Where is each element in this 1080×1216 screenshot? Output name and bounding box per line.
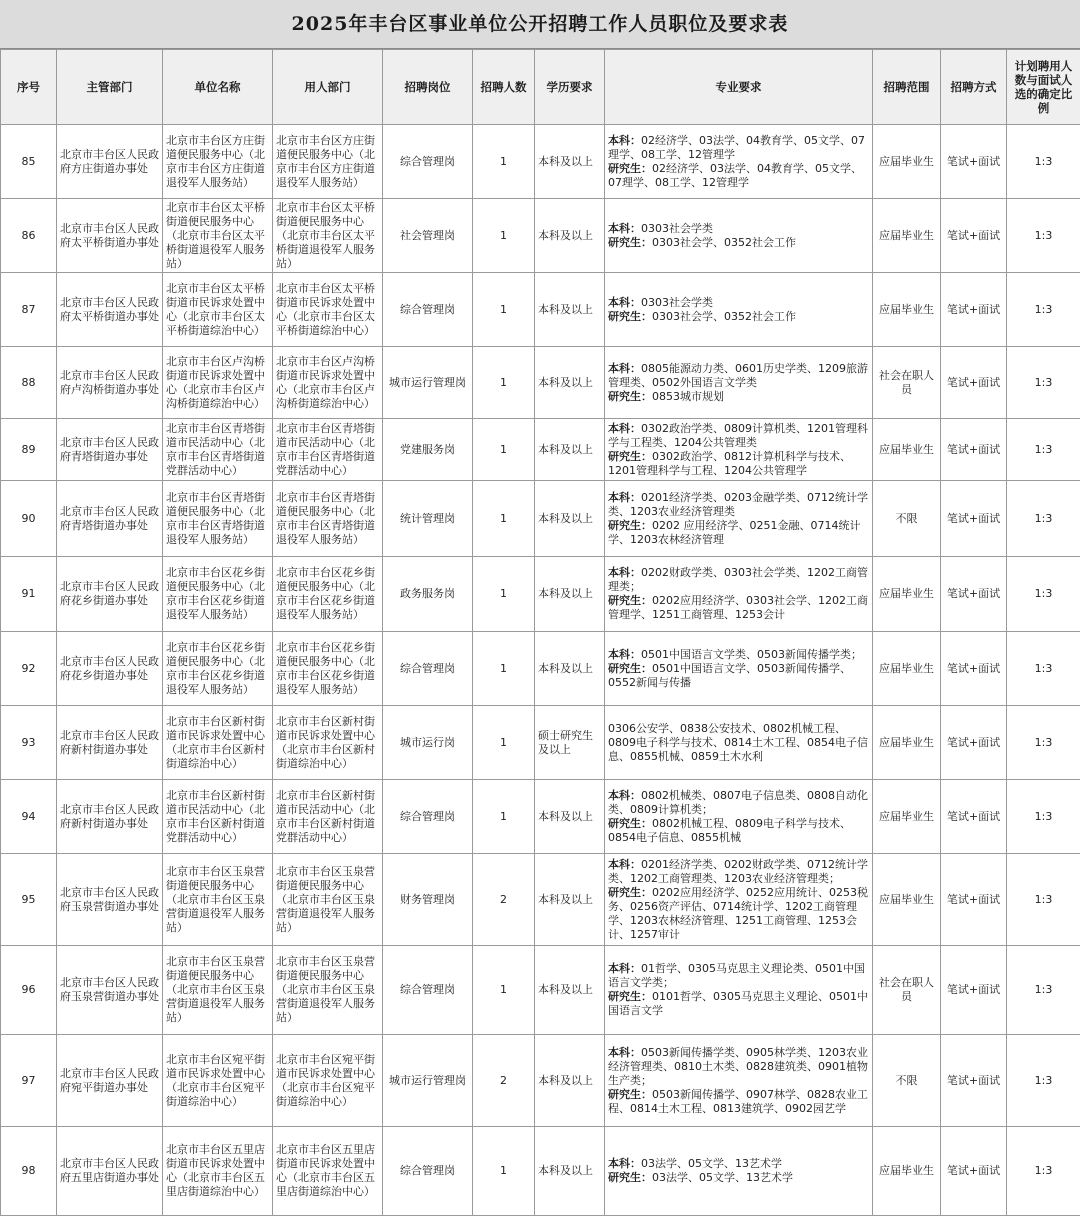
cell-req xyxy=(605,125,873,199)
cell-ratio: 1:3 xyxy=(1007,1127,1080,1216)
requirement-label: 本科： xyxy=(608,566,641,579)
cell-ratio: 1:3 xyxy=(1007,706,1080,780)
cell-post: 综合管理岗 xyxy=(383,125,473,199)
cell-method: 笔试+面试 xyxy=(941,854,1007,946)
cell-no: 94 xyxy=(1,780,57,854)
requirement-line xyxy=(608,162,869,190)
cell-edu: 本科及以上 xyxy=(535,347,605,419)
header-edu: 学历要求 xyxy=(535,50,605,125)
cell-no: 88 xyxy=(1,347,57,419)
cell-scope: 应届毕业生 xyxy=(873,557,941,632)
requirement-label: 研究生： xyxy=(608,817,652,830)
cell-method: 笔试+面试 xyxy=(941,273,1007,347)
cell-user-dept: 北京市丰台区青塔街道便民服务中心（北京市丰台区青塔街道退役军人服务站） xyxy=(273,481,383,557)
cell-no: 91 xyxy=(1,557,57,632)
requirement-text: 0201经济学类、0203金融学类、0712统计学类、1203农业经济管理类 xyxy=(608,491,868,518)
cell-scope: 应届毕业生 xyxy=(873,273,941,347)
cell-ratio: 1:3 xyxy=(1007,557,1080,632)
requirement-label: 研究生： xyxy=(608,519,652,532)
cell-edu: 本科及以上 xyxy=(535,199,605,273)
table-row xyxy=(1,481,1080,557)
requirement-label: 本科： xyxy=(608,491,641,504)
requirement-line xyxy=(608,390,869,404)
cell-dept: 北京市丰台区人民政府太平桥街道办事处 xyxy=(57,273,163,347)
cell-ratio: 1:3 xyxy=(1007,273,1080,347)
cell-scope: 不限 xyxy=(873,1035,941,1127)
cell-scope: 不限 xyxy=(873,481,941,557)
cell-scope: 社会在职人员 xyxy=(873,946,941,1035)
cell-req xyxy=(605,419,873,481)
cell-method: 笔试+面试 xyxy=(941,557,1007,632)
cell-scope: 应届毕业生 xyxy=(873,632,941,706)
cell-req xyxy=(605,481,873,557)
cell-no: 87 xyxy=(1,273,57,347)
cell-req xyxy=(605,854,873,946)
cell-req xyxy=(605,557,873,632)
cell-method: 笔试+面试 xyxy=(941,1127,1007,1216)
requirement-line xyxy=(608,362,869,390)
requirement-text: 0202应用经济学、0303社会学、1202工商管理学、1251工商管理、1253会计 xyxy=(608,594,868,621)
cell-ratio: 1:3 xyxy=(1007,125,1080,199)
requirement-text: 0302政治学类、0809计算机类、1201管理科学与工程类、1204公共管理类 xyxy=(608,422,868,449)
cell-edu: 本科及以上 xyxy=(535,854,605,946)
cell-no: 90 xyxy=(1,481,57,557)
cell-count: 1 xyxy=(473,946,535,1035)
cell-method: 笔试+面试 xyxy=(941,347,1007,419)
cell-edu: 硕士研究生及以上 xyxy=(535,706,605,780)
cell-unit: 北京市丰台区花乡街道便民服务中心（北京市丰台区花乡街道退役军人服务站） xyxy=(163,557,273,632)
header-count: 招聘人数 xyxy=(473,50,535,125)
requirement-line xyxy=(608,1157,869,1171)
requirement-line xyxy=(608,886,869,942)
requirement-text: 0853城市规划 xyxy=(652,390,724,403)
cell-scope: 应届毕业生 xyxy=(873,854,941,946)
cell-dept: 北京市丰台区人民政府玉泉营街道办事处 xyxy=(57,946,163,1035)
cell-no: 92 xyxy=(1,632,57,706)
requirement-line xyxy=(608,296,869,310)
cell-unit: 北京市丰台区玉泉营街道便民服务中心（北京市丰台区玉泉营街道退役军人服务站） xyxy=(163,854,273,946)
cell-edu: 本科及以上 xyxy=(535,1035,605,1127)
cell-user-dept: 北京市丰台区卢沟桥街道市民诉求处置中心（北京市丰台区卢沟桥街道综治中心） xyxy=(273,347,383,419)
cell-unit: 北京市丰台区太平桥街道市民诉求处置中心（北京市丰台区太平桥街道综治中心） xyxy=(163,273,273,347)
cell-req xyxy=(605,780,873,854)
cell-user-dept: 北京市丰台区花乡街道便民服务中心（北京市丰台区花乡街道退役军人服务站） xyxy=(273,557,383,632)
cell-dept: 北京市丰台区人民政府新村街道办事处 xyxy=(57,706,163,780)
requirement-text: 0503新闻传播学、0907林学、0828农业工程、0814土木工程、0813建筑学、0902园艺学 xyxy=(608,1088,868,1115)
cell-count: 1 xyxy=(473,706,535,780)
requirement-label: 本科： xyxy=(608,422,641,435)
cell-unit: 北京市丰台区青塔街道市民活动中心（北京市丰台区青塔街道党群活动中心） xyxy=(163,419,273,481)
cell-method: 笔试+面试 xyxy=(941,946,1007,1035)
cell-no: 95 xyxy=(1,854,57,946)
header-no: 序号 xyxy=(1,50,57,125)
cell-req xyxy=(605,199,873,273)
cell-scope: 应届毕业生 xyxy=(873,780,941,854)
cell-unit: 北京市丰台区方庄街道便民服务中心（北京市丰台区方庄街道退役军人服务站） xyxy=(163,125,273,199)
header-method: 招聘方式 xyxy=(941,50,1007,125)
cell-scope: 应届毕业生 xyxy=(873,125,941,199)
cell-method: 笔试+面试 xyxy=(941,419,1007,481)
cell-count: 1 xyxy=(473,125,535,199)
cell-req xyxy=(605,706,873,780)
cell-count: 2 xyxy=(473,854,535,946)
requirement-text: 02经济学、03法学、04教育学、05文学、07理学、08工学、12管理学 xyxy=(608,162,862,189)
requirement-line xyxy=(608,134,869,162)
cell-dept: 北京市丰台区人民政府宛平街道办事处 xyxy=(57,1035,163,1127)
cell-post: 综合管理岗 xyxy=(383,273,473,347)
cell-dept: 北京市丰台区人民政府青塔街道办事处 xyxy=(57,481,163,557)
cell-req xyxy=(605,632,873,706)
table-row xyxy=(1,419,1080,481)
requirement-text: 0303社会学类 xyxy=(641,222,713,235)
cell-edu: 本科及以上 xyxy=(535,481,605,557)
requirement-text: 0303社会学类 xyxy=(641,296,713,309)
cell-post: 社会管理岗 xyxy=(383,199,473,273)
table-row xyxy=(1,632,1080,706)
cell-dept: 北京市丰台区人民政府玉泉营街道办事处 xyxy=(57,854,163,946)
cell-edu: 本科及以上 xyxy=(535,125,605,199)
requirement-line xyxy=(608,422,869,450)
cell-req xyxy=(605,1127,873,1216)
cell-post: 政务服务岗 xyxy=(383,557,473,632)
requirement-line xyxy=(608,1046,869,1088)
table-row xyxy=(1,946,1080,1035)
requirement-line xyxy=(608,789,869,817)
requirement-label: 研究生： xyxy=(608,886,652,899)
requirement-line xyxy=(608,450,869,478)
cell-dept: 北京市丰台区人民政府花乡街道办事处 xyxy=(57,557,163,632)
table-row xyxy=(1,1035,1080,1127)
cell-edu: 本科及以上 xyxy=(535,632,605,706)
table-row xyxy=(1,347,1080,419)
header-user-dept: 用人部门 xyxy=(273,50,383,125)
table-row xyxy=(1,780,1080,854)
cell-count: 1 xyxy=(473,557,535,632)
requirement-text: 0302政治学、0812计算机科学与技术、1201管理科学与工程、1204公共管理学 xyxy=(608,450,851,477)
cell-unit: 北京市丰台区宛平街道市民诉求处置中心（北京市丰台区宛平街道综治中心） xyxy=(163,1035,273,1127)
cell-edu: 本科及以上 xyxy=(535,780,605,854)
cell-user-dept: 北京市丰台区宛平街道市民诉求处置中心（北京市丰台区宛平街道综治中心） xyxy=(273,1035,383,1127)
header-dept: 主管部门 xyxy=(57,50,163,125)
cell-method: 笔试+面试 xyxy=(941,1035,1007,1127)
cell-dept: 北京市丰台区人民政府花乡街道办事处 xyxy=(57,632,163,706)
requirement-line xyxy=(608,817,869,845)
requirement-line xyxy=(608,594,869,622)
table-row xyxy=(1,706,1080,780)
requirement-text: 0202应用经济学、0252应用统计、0253税务、0256资产评估、0714统计学、1202工商管理学、1203农林经济管理、1251工商管理、1253会计、1257审计 xyxy=(608,886,868,941)
cell-user-dept: 北京市丰台区太平桥街道市民诉求处置中心（北京市丰台区太平桥街道综治中心） xyxy=(273,273,383,347)
cell-method: 笔试+面试 xyxy=(941,632,1007,706)
cell-count: 1 xyxy=(473,347,535,419)
cell-user-dept: 北京市丰台区玉泉营街道便民服务中心（北京市丰台区玉泉营街道退役军人服务站） xyxy=(273,854,383,946)
requirement-text: 0306公安学、0838公安技术、0802机械工程、0809电子科学与技术、0814土木工程、0854电子信息、0855机械、0859土木水利 xyxy=(608,722,868,763)
requirement-label: 本科： xyxy=(608,222,641,235)
cell-unit: 北京市丰台区青塔街道便民服务中心（北京市丰台区青塔街道退役军人服务站） xyxy=(163,481,273,557)
requirement-text: 01哲学、0305马克思主义理论类、0501中国语言文学类； xyxy=(608,962,865,989)
cell-count: 1 xyxy=(473,481,535,557)
requirement-text: 03法学、05文学、13艺术学 xyxy=(641,1157,782,1170)
cell-post: 城市运行管理岗 xyxy=(383,347,473,419)
cell-ratio: 1:3 xyxy=(1007,347,1080,419)
requirement-line xyxy=(608,236,869,250)
cell-no: 97 xyxy=(1,1035,57,1127)
header-req: 专业要求 xyxy=(605,50,873,125)
requirement-text: 0202财政学类、0303社会学类、1202工商管理类； xyxy=(608,566,868,593)
cell-count: 1 xyxy=(473,199,535,273)
requirement-text: 0303社会学、0352社会工作 xyxy=(652,310,796,323)
cell-user-dept: 北京市丰台区新村街道市民诉求处置中心（北京市丰台区新村街道综治中心） xyxy=(273,706,383,780)
cell-post: 城市运行岗 xyxy=(383,706,473,780)
requirement-label: 研究生： xyxy=(608,662,652,675)
requirement-line xyxy=(608,1088,869,1116)
requirement-label: 本科： xyxy=(608,1046,641,1059)
requirement-label: 研究生： xyxy=(608,310,652,323)
cell-edu: 本科及以上 xyxy=(535,273,605,347)
cell-scope: 应届毕业生 xyxy=(873,1127,941,1216)
header-unit: 单位名称 xyxy=(163,50,273,125)
requirement-label: 本科： xyxy=(608,296,641,309)
requirement-label: 研究生： xyxy=(608,990,652,1003)
cell-edu: 本科及以上 xyxy=(535,946,605,1035)
requirement-text: 02经济学、03法学、04教育学、05文学、07理学、08工学、12管理学 xyxy=(608,134,865,161)
cell-unit: 北京市丰台区新村街道市民诉求处置中心（北京市丰台区新村街道综治中心） xyxy=(163,706,273,780)
cell-post: 综合管理岗 xyxy=(383,1127,473,1216)
cell-unit: 北京市丰台区五里店街道市民诉求处置中心（北京市丰台区五里店街道综治中心） xyxy=(163,1127,273,1216)
cell-scope: 社会在职人员 xyxy=(873,347,941,419)
cell-count: 1 xyxy=(473,273,535,347)
header-scope: 招聘范围 xyxy=(873,50,941,125)
cell-ratio: 1:3 xyxy=(1007,780,1080,854)
cell-ratio: 1:3 xyxy=(1007,632,1080,706)
cell-method: 笔试+面试 xyxy=(941,125,1007,199)
cell-req xyxy=(605,946,873,1035)
cell-count: 1 xyxy=(473,780,535,854)
cell-dept: 北京市丰台区人民政府新村街道办事处 xyxy=(57,780,163,854)
page-title: 2025年丰台区事业单位公开招聘工作人员职位及要求表 xyxy=(0,0,1080,49)
cell-user-dept: 北京市丰台区花乡街道便民服务中心（北京市丰台区花乡街道退役军人服务站） xyxy=(273,632,383,706)
cell-unit: 北京市丰台区玉泉营街道便民服务中心（北京市丰台区玉泉营街道退役军人服务站） xyxy=(163,946,273,1035)
cell-dept: 北京市丰台区人民政府青塔街道办事处 xyxy=(57,419,163,481)
cell-user-dept: 北京市丰台区新村街道市民活动中心（北京市丰台区新村街道党群活动中心） xyxy=(273,780,383,854)
requirement-text: 0503新闻传播学类、0905林学类、1203农业经济管理类、0810土木类、0828建筑类、0901植物生产类； xyxy=(608,1046,868,1087)
cell-no: 93 xyxy=(1,706,57,780)
requirement-label: 本科： xyxy=(608,134,641,147)
cell-count: 1 xyxy=(473,419,535,481)
requirement-label: 本科： xyxy=(608,789,641,802)
cell-edu: 本科及以上 xyxy=(535,1127,605,1216)
table-row xyxy=(1,557,1080,632)
requirement-label: 本科： xyxy=(608,1157,641,1170)
cell-scope: 应届毕业生 xyxy=(873,199,941,273)
cell-post: 统计管理岗 xyxy=(383,481,473,557)
requirement-label: 研究生： xyxy=(608,162,652,175)
cell-scope: 应届毕业生 xyxy=(873,706,941,780)
requirement-text: 0802机械类、0807电子信息类、0808自动化类、0809计算机类； xyxy=(608,789,868,816)
requirement-line xyxy=(608,491,869,519)
cell-count: 1 xyxy=(473,1127,535,1216)
requirement-text: 0501中国语言文学、0503新闻传播学、0552新闻与传播 xyxy=(608,662,851,689)
cell-unit: 北京市丰台区卢沟桥街道市民诉求处置中心（北京市丰台区卢沟桥街道综治中心） xyxy=(163,347,273,419)
header-post: 招聘岗位 xyxy=(383,50,473,125)
requirement-line xyxy=(608,858,869,886)
table-row xyxy=(1,1127,1080,1216)
cell-scope: 应届毕业生 xyxy=(873,419,941,481)
cell-dept: 北京市丰台区人民政府五里店街道办事处 xyxy=(57,1127,163,1216)
cell-count: 1 xyxy=(473,632,535,706)
header-ratio: 计划聘用人数与面试人选的确定比例 xyxy=(1007,50,1080,125)
cell-dept: 北京市丰台区人民政府方庄街道办事处 xyxy=(57,125,163,199)
cell-req xyxy=(605,1035,873,1127)
table-header-row xyxy=(1,50,1080,125)
cell-ratio: 1:3 xyxy=(1007,1035,1080,1127)
cell-dept: 北京市丰台区人民政府卢沟桥街道办事处 xyxy=(57,347,163,419)
cell-post: 综合管理岗 xyxy=(383,946,473,1035)
cell-method: 笔试+面试 xyxy=(941,481,1007,557)
cell-req xyxy=(605,273,873,347)
cell-no: 85 xyxy=(1,125,57,199)
requirement-text: 0202 应用经济学、0251金融、0714统计学、1203农林经济管理 xyxy=(608,519,860,546)
requirement-text: 0101哲学、0305马克思主义理论、0501中国语言文学 xyxy=(608,990,868,1017)
requirement-line xyxy=(608,519,869,547)
cell-ratio: 1:3 xyxy=(1007,419,1080,481)
requirement-line xyxy=(608,310,869,324)
cell-post: 财务管理岗 xyxy=(383,854,473,946)
requirement-label: 研究生： xyxy=(608,594,652,607)
cell-no: 86 xyxy=(1,199,57,273)
cell-no: 89 xyxy=(1,419,57,481)
cell-ratio: 1:3 xyxy=(1007,481,1080,557)
cell-no: 96 xyxy=(1,946,57,1035)
requirement-label: 研究生： xyxy=(608,450,652,463)
cell-no: 98 xyxy=(1,1127,57,1216)
cell-ratio: 1:3 xyxy=(1007,854,1080,946)
requirement-label: 研究生： xyxy=(608,1088,652,1101)
cell-post: 综合管理岗 xyxy=(383,780,473,854)
table-body xyxy=(1,125,1080,1216)
requirement-line xyxy=(608,722,869,764)
cell-edu: 本科及以上 xyxy=(535,419,605,481)
cell-post: 城市运行管理岗 xyxy=(383,1035,473,1127)
requirement-line xyxy=(608,222,869,236)
table-row xyxy=(1,125,1080,199)
cell-ratio: 1:3 xyxy=(1007,199,1080,273)
requirement-label: 本科： xyxy=(608,962,641,975)
cell-user-dept: 北京市丰台区青塔街道市民活动中心（北京市丰台区青塔街道党群活动中心） xyxy=(273,419,383,481)
cell-post: 综合管理岗 xyxy=(383,632,473,706)
requirement-line xyxy=(608,662,869,690)
cell-user-dept: 北京市丰台区方庄街道便民服务中心（北京市丰台区方庄街道退役军人服务站） xyxy=(273,125,383,199)
table-row xyxy=(1,199,1080,273)
requirement-label: 本科： xyxy=(608,858,641,871)
requirement-label: 研究生： xyxy=(608,1171,652,1184)
requirement-text: 0303社会学、0352社会工作 xyxy=(652,236,796,249)
requirement-text: 0805能源动力类、0601历史学类、1209旅游管理类、0502外国语言文学类 xyxy=(608,362,868,389)
requirement-label: 研究生： xyxy=(608,236,652,249)
requirement-label: 本科： xyxy=(608,362,641,375)
requirement-text: 0201经济学类、0202财政学类、0712统计学类、1202工商管理类、1203农业经济管理类； xyxy=(608,858,868,885)
cell-unit: 北京市丰台区新村街道市民活动中心（北京市丰台区新村街道党群活动中心） xyxy=(163,780,273,854)
cell-edu: 本科及以上 xyxy=(535,557,605,632)
cell-req xyxy=(605,347,873,419)
cell-method: 笔试+面试 xyxy=(941,706,1007,780)
requirement-line xyxy=(608,1171,869,1185)
requirement-line xyxy=(608,990,869,1018)
requirement-line xyxy=(608,566,869,594)
requirement-text: 03法学、05文学、13艺术学 xyxy=(652,1171,793,1184)
cell-unit: 北京市丰台区太平桥街道便民服务中心（北京市丰台区太平桥街道退役军人服务站） xyxy=(163,199,273,273)
requirement-line xyxy=(608,648,869,662)
recruitment-table xyxy=(0,49,1080,1216)
cell-count: 2 xyxy=(473,1035,535,1127)
cell-user-dept: 北京市丰台区太平桥街道便民服务中心（北京市丰台区太平桥街道退役军人服务站） xyxy=(273,199,383,273)
table-row xyxy=(1,854,1080,946)
cell-post: 党建服务岗 xyxy=(383,419,473,481)
requirement-label: 本科： xyxy=(608,648,641,661)
requirement-text: 0802机械工程、0809电子科学与技术、0854电子信息、0855机械 xyxy=(608,817,851,844)
table-row xyxy=(1,273,1080,347)
requirement-line xyxy=(608,962,869,990)
cell-unit: 北京市丰台区花乡街道便民服务中心（北京市丰台区花乡街道退役军人服务站） xyxy=(163,632,273,706)
cell-user-dept: 北京市丰台区玉泉营街道便民服务中心（北京市丰台区玉泉营街道退役军人服务站） xyxy=(273,946,383,1035)
cell-method: 笔试+面试 xyxy=(941,780,1007,854)
cell-dept: 北京市丰台区人民政府太平桥街道办事处 xyxy=(57,199,163,273)
requirement-text: 0501中国语言文学类、0503新闻传播学类； xyxy=(641,648,862,661)
cell-method: 笔试+面试 xyxy=(941,199,1007,273)
cell-ratio: 1:3 xyxy=(1007,946,1080,1035)
requirement-label: 研究生： xyxy=(608,390,652,403)
cell-user-dept: 北京市丰台区五里店街道市民诉求处置中心（北京市丰台区五里店街道综治中心） xyxy=(273,1127,383,1216)
